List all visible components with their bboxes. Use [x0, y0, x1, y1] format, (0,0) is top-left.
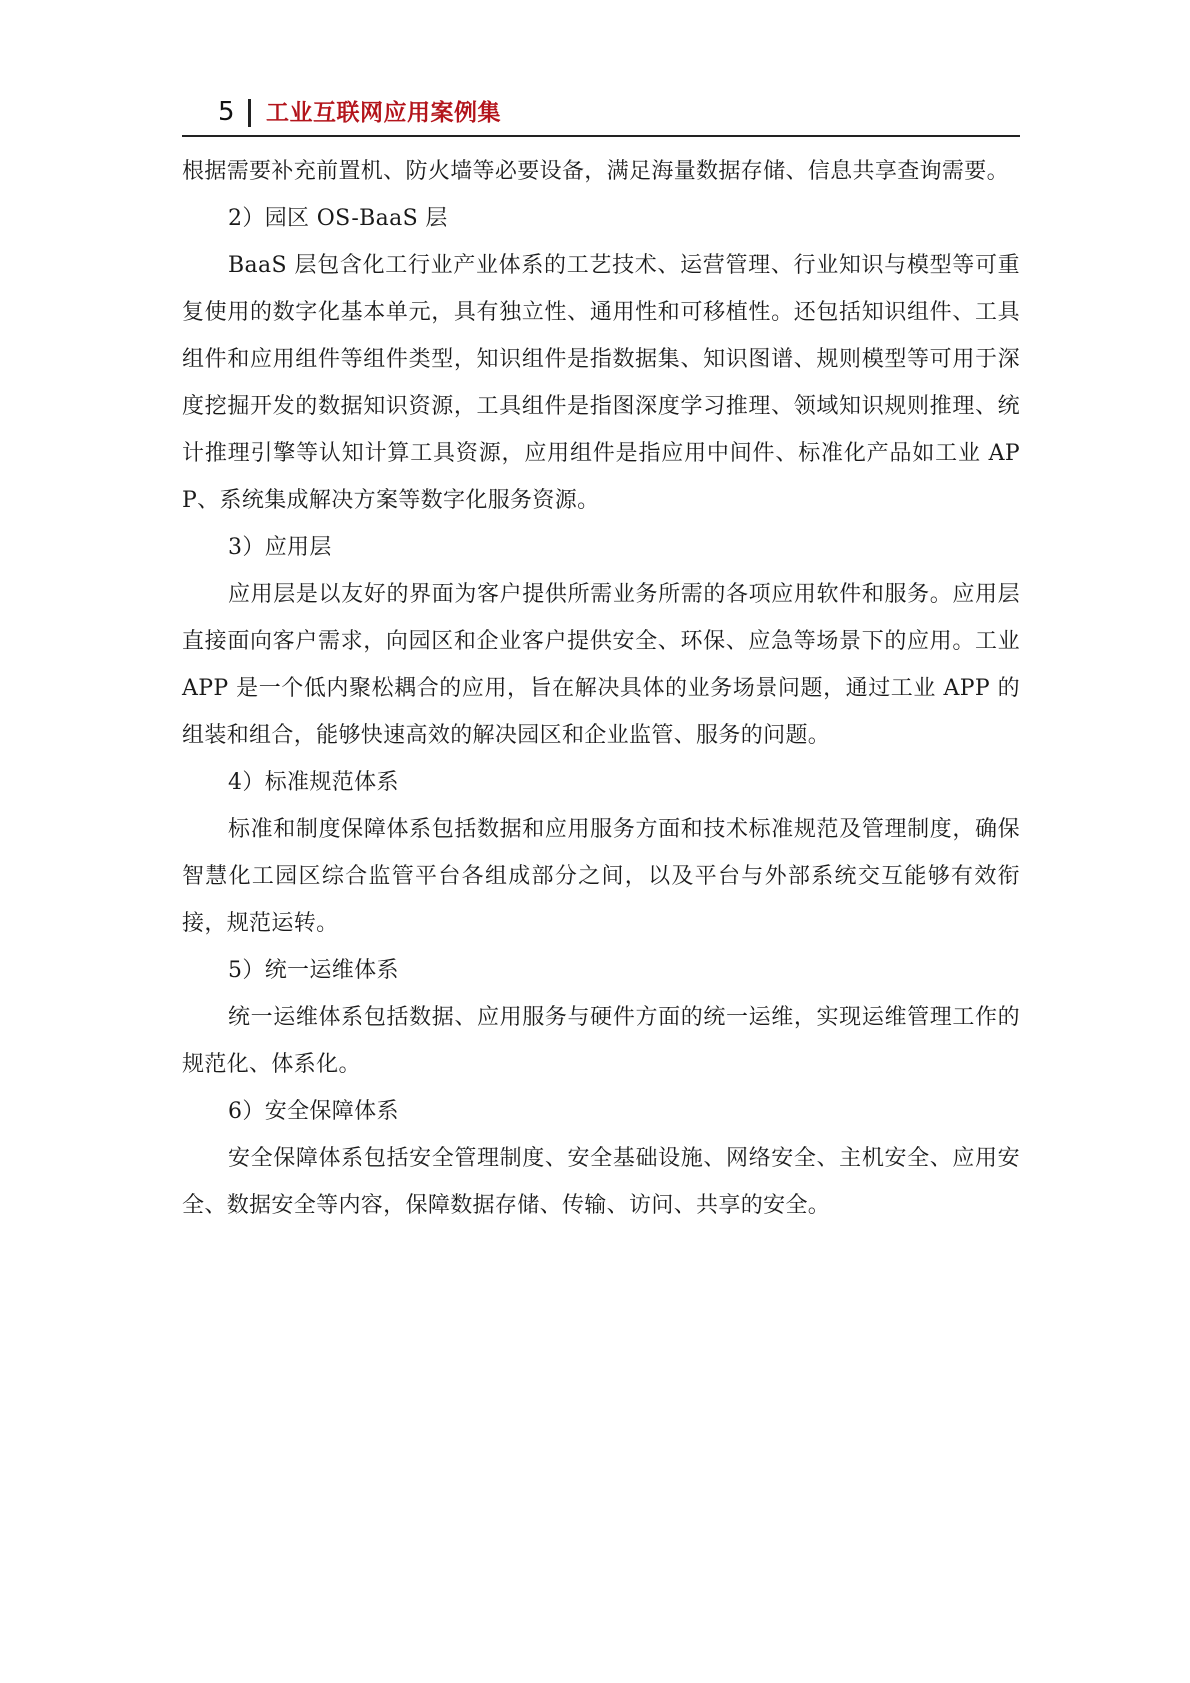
section-heading-baas: 2）园区 OS-BaaS 层 — [228, 206, 448, 231]
body-content — [182, 148, 1020, 1229]
section-body-baas: BaaS 层包含化工行业产业体系的工艺技术、运营管理、行业知识与模型等可重复使用的数字化基本单元，具有独立性、通用性和可移植性。还包括知识组件、工具组件和应用组件等组件类型，知识组件是指数据集、知识图谱、规则模型等可用于深度挖掘开发的数据知识资源，工具组件是指图深度学习推理、领域知识规则推理、统计推理引擎等认知计算工具资源，应用组件是指应用中间件、标准化产品如工业 APP、系统集成解决方案等数字化服务资源。 — [182, 253, 1020, 513]
section-heading-operations: 5）统一运维体系 — [228, 958, 399, 983]
section-body-operations: 统一运维体系包括数据、应用服务与硬件方面的统一运维，实现运维管理工作的规范化、体系化。 — [182, 1005, 1020, 1077]
header-title: 工业互联网应用案例集 — [266, 100, 501, 126]
section-body-application: 应用层是以友好的界面为客户提供所需业务所需的各项应用软件和服务。应用层直接面向客户需求，向园区和企业客户提供安全、环保、应急等场景下的应用。工业 APP 是一个低内聚松耦合的应用，旨在解决具体的业务场景问题，通过工业 APP 的组装和组合，能够快速高效的解决园区和企业监管、服务的问题。 — [182, 582, 1020, 748]
section-heading-security: 6）安全保障体系 — [228, 1099, 399, 1124]
section-heading-application: 3）应用层 — [228, 535, 332, 560]
continuation-paragraph: 根据需要补充前置机、防火墙等必要设备，满足海量数据存储、信息共享查询需要。 — [182, 159, 1009, 184]
page-header — [182, 93, 1020, 137]
section-body-standards: 标准和制度保障体系包括数据和应用服务方面和技术标准规范及管理制度，确保智慧化工园区综合监管平台各组成部分之间，以及平台与外部系统交互能够有效衔接，规范运转。 — [182, 817, 1020, 936]
header-divider — [248, 99, 251, 127]
page-number: 5 — [218, 97, 235, 127]
section-body-security: 安全保障体系包括安全管理制度、安全基础设施、网络安全、主机安全、应用安全、数据安全等内容，保障数据存储、传输、访问、共享的安全。 — [182, 1146, 1020, 1218]
section-heading-standards: 4）标准规范体系 — [228, 770, 399, 795]
